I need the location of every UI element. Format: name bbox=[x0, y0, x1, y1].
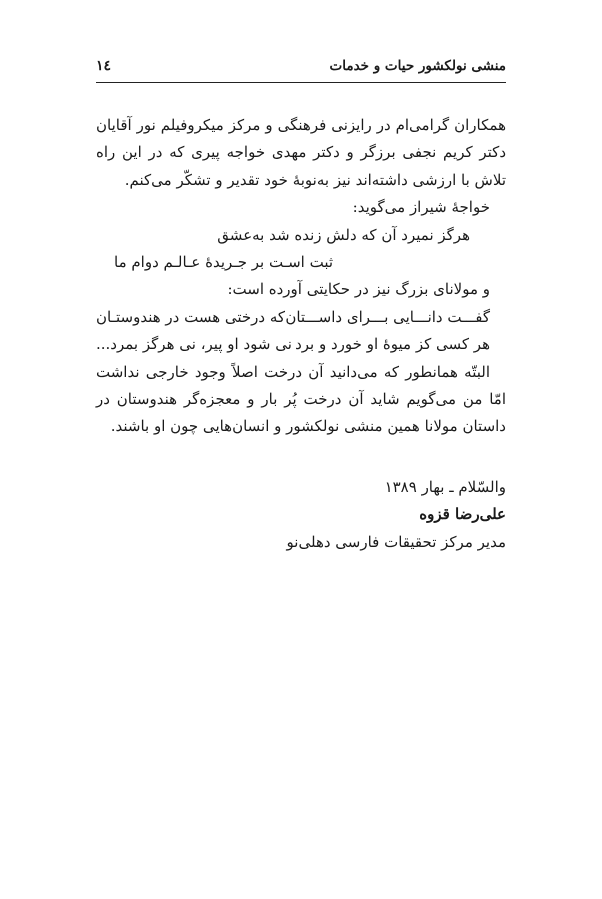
rumi-hemistich-2b: نی شود او پیر، نی هرگز بمرد... bbox=[96, 335, 292, 354]
hafez-hemistich-1: هرگز نمیرد آن که دلش زنده شد به‌عشق bbox=[217, 225, 470, 244]
running-header bbox=[96, 58, 506, 83]
rumi-hemistich-1b: که درختی هست در هندوستـان bbox=[96, 307, 286, 326]
closing-line: والسّلام ـ بهار ١٣٨٩ bbox=[384, 478, 506, 496]
rumi-intro: و مولانای بزرگ نیز در حکایتی آورده است: bbox=[227, 280, 490, 299]
page-number: ١٤ bbox=[96, 58, 112, 74]
paragraph-acknowledgement: همکاران گرامی‌ام در رایزنی فرهنگی و مرکز میکروفیلم نور آقایان دکتر کریم نجفی برزگر و دکتر مهدی خواجه پیری که در این راه تلاش با ارزشی داشته‌اند نیز به‌نوبهٔ خود تقدیر و تشکّر می‌کنم. bbox=[96, 116, 506, 189]
header-title: منشی نولکشور حیات و خدمات bbox=[329, 58, 506, 74]
paragraph-conclusion: البتّه همانطور که می‌دانید آن درخت اصلاً وجود خارجی نداشت امّا من می‌گویم شاید آن درخت پُر بار و معجزه‌گر هندوستان در داستان مولانا همین منشی نولکشور و انسان‌هایی چون او باشند. bbox=[96, 362, 506, 436]
hafez-verse-line-1 bbox=[96, 222, 506, 249]
author-name: علی‌رضا قزوه bbox=[419, 505, 506, 524]
rumi-verse-line-1 bbox=[96, 304, 506, 331]
rumi-hemistich-1a: گفـــت دانـــایی بـــرای داســـتان bbox=[285, 307, 490, 326]
rumi-verse-line-2 bbox=[96, 331, 506, 358]
hafez-hemistich-2: ثبت اسـت بر جـریدهٔ عـالـم دوام ما bbox=[114, 253, 334, 271]
hafez-intro: خواجهٔ شیراز می‌گوید: bbox=[352, 198, 490, 217]
rumi-hemistich-2a: هر کسی کز میوهٔ او خورد و برد bbox=[295, 335, 490, 354]
hafez-verse-line-2 bbox=[96, 249, 506, 276]
signature-block bbox=[96, 474, 506, 556]
author-position: مدیر مرکز تحقیقات فارسی دهلی‌نو bbox=[286, 532, 506, 551]
main-text bbox=[96, 112, 506, 441]
